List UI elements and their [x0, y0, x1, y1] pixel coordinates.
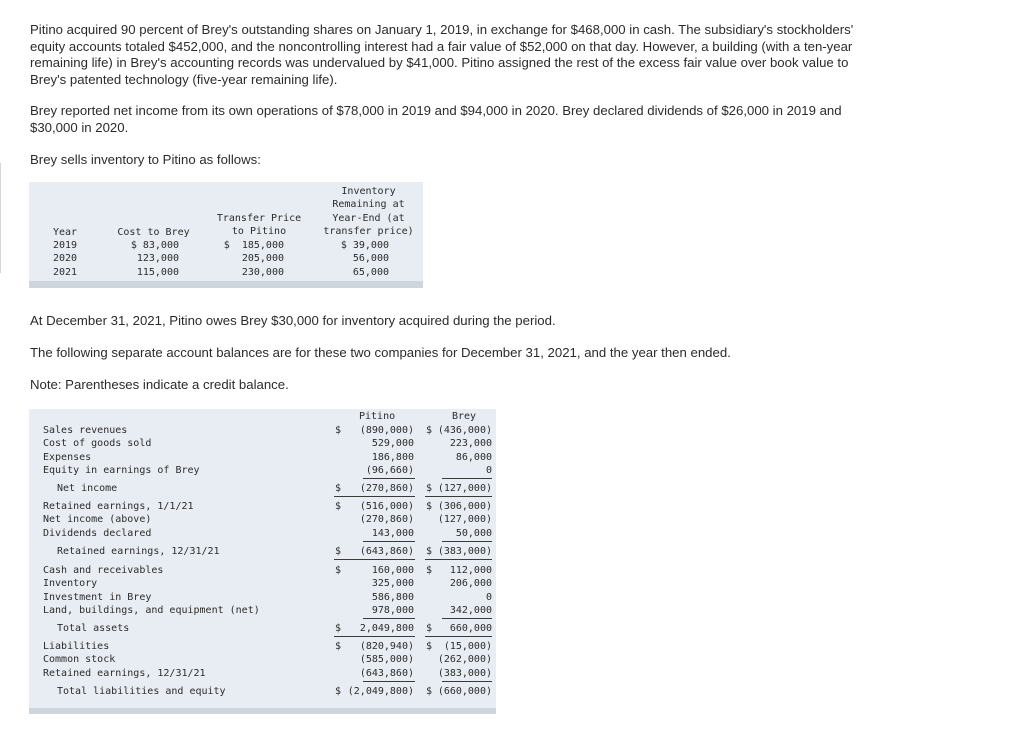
- pitino-value: (270,860): [359, 514, 414, 526]
- pitino-value: (96,660): [365, 465, 414, 477]
- brey-value: 0: [485, 591, 492, 603]
- pitino-value: (643,860): [359, 546, 414, 557]
- row-label: Expenses: [43, 451, 92, 463]
- brey-value: (127,000): [437, 483, 492, 494]
- brey-value: 206,000: [449, 578, 492, 590]
- pitino-value: (643,860): [359, 667, 414, 679]
- header-year: Year: [53, 227, 78, 238]
- brey-value: (383,000): [437, 546, 492, 557]
- header-inventory-remaining: Inventory Remaining at Year-End (at transfer price): [323, 186, 414, 238]
- header-pitino: Pitino: [359, 411, 396, 422]
- table-row: [29, 482, 496, 495]
- currency-sign: $: [426, 425, 433, 436]
- currency-sign: $: [335, 565, 342, 576]
- currency-sign: $: [426, 686, 433, 697]
- remaining-cell: 56,000: [352, 253, 389, 265]
- subtotal-rule: [442, 618, 492, 619]
- year-cell: 2019: [53, 240, 78, 251]
- brey-value: (15,000): [443, 641, 492, 652]
- table-row: [29, 239, 423, 252]
- currency-sign: $: [335, 501, 342, 512]
- currency-sign: $: [335, 483, 342, 494]
- row-label: Land, buildings, and equipment (net): [43, 605, 260, 617]
- currency-sign: $: [335, 686, 342, 697]
- table-row: [29, 685, 496, 698]
- inventory-intro: Brey sells inventory to Pitino as follows:: [30, 152, 261, 167]
- header-brey: Brey: [452, 411, 477, 422]
- brey-value: 112,000: [449, 565, 492, 576]
- cost-cell: $ 83,000: [130, 240, 179, 251]
- row-label: Cash and receivables: [43, 565, 164, 576]
- currency-sign: $: [335, 623, 342, 634]
- pitino-value: (270,860): [359, 483, 414, 494]
- cost-cell: 123,000: [136, 253, 179, 265]
- pitino-value: 978,000: [371, 605, 414, 617]
- row-label: Equity in earnings of Brey: [43, 465, 200, 477]
- brey-value: 342,000: [449, 605, 492, 617]
- row-label: Retained earnings, 12/31/21: [43, 667, 206, 679]
- pitino-value: 325,000: [371, 578, 414, 590]
- income-paragraph: Brey reported net income from its own operations of $78,000 in 2019 and $94,000 in 2020. Brey declared dividends of $26,000 in 2019 and $30,000 in 2020.: [30, 103, 842, 135]
- row-label: Inventory: [43, 578, 98, 590]
- transfer-cell: 205,000: [241, 253, 284, 265]
- currency-sign: $: [426, 546, 433, 557]
- currency-sign: $: [426, 623, 433, 634]
- brey-value: (262,000): [437, 654, 492, 666]
- left-edge-divider: [0, 163, 1, 273]
- currency-sign: $: [426, 483, 433, 494]
- row-label: Retained earnings, 12/31/21: [57, 546, 220, 557]
- year-cell: 2021: [53, 266, 78, 278]
- table-row: [29, 622, 496, 635]
- balances-intro: The following separate account balances are for these two companies for December 31, 2021, and the year then ended.: [30, 345, 731, 360]
- row-label: Investment in Brey: [43, 591, 152, 603]
- table-row: [29, 437, 496, 450]
- table-row: [29, 667, 496, 680]
- total-rule: [334, 636, 415, 637]
- table-footer-bar: [29, 281, 423, 288]
- row-label: Sales revenues: [43, 425, 128, 436]
- table-row: [29, 500, 496, 513]
- row-label: Liabilities: [43, 641, 110, 652]
- pitino-value: 586,800: [371, 591, 414, 603]
- row-label: Common stock: [43, 654, 116, 666]
- pitino-value: (820,940): [359, 641, 414, 652]
- currency-sign: $: [426, 565, 433, 576]
- pitino-value: 186,800: [371, 451, 414, 463]
- pitino-value: 160,000: [371, 565, 414, 576]
- subtotal-rule: [442, 478, 492, 479]
- row-label: Dividends declared: [43, 527, 152, 539]
- pitino-value: 143,000: [371, 527, 414, 539]
- row-label: Net income: [57, 483, 118, 494]
- table-row: [29, 527, 496, 540]
- balances-table: [29, 409, 496, 714]
- row-label: Retained earnings, 1/1/21: [43, 501, 194, 512]
- currency-sign: $: [426, 641, 433, 652]
- total-rule: [425, 559, 492, 560]
- currency-sign: $: [335, 425, 342, 436]
- subtotal-rule: [363, 681, 415, 682]
- row-label: Cost of goods sold: [43, 438, 152, 450]
- transfer-cell: $ 185,000: [223, 240, 284, 251]
- header-cost-to-brey: Cost to Brey: [117, 227, 190, 238]
- pitino-value: (2,049,800): [347, 686, 414, 697]
- brey-value: 0: [485, 465, 492, 477]
- table-row: [29, 513, 496, 526]
- table-row: [29, 604, 496, 617]
- year-cell: 2020: [53, 253, 78, 265]
- header-transfer-price: Transfer Price to Pitino: [216, 213, 302, 238]
- table-row: [29, 266, 423, 279]
- total-rule: [334, 496, 415, 497]
- pitino-value: 529,000: [371, 438, 414, 450]
- brey-value: 223,000: [449, 438, 492, 450]
- total-rule: [425, 636, 492, 637]
- pitino-value: 2,049,800: [359, 623, 414, 634]
- brey-value: (383,000): [437, 667, 492, 679]
- currency-sign: $: [426, 501, 433, 512]
- table-row: [29, 451, 496, 464]
- pitino-value: (890,000): [359, 425, 414, 436]
- brey-value: (660,000): [437, 686, 492, 697]
- table-footer-bar: [29, 708, 496, 714]
- subtotal-rule: [363, 541, 415, 542]
- table-row: [29, 591, 496, 604]
- currency-sign: $: [335, 641, 342, 652]
- brey-value: 86,000: [455, 451, 492, 463]
- total-rule: [425, 496, 492, 497]
- subtotal-rule: [442, 541, 492, 542]
- brey-value: (306,000): [437, 501, 492, 512]
- remaining-cell: 65,000: [352, 266, 389, 278]
- brey-value: 50,000: [455, 527, 492, 539]
- cost-cell: 115,000: [136, 266, 179, 278]
- subtotal-rule: [363, 478, 415, 479]
- table-row: [29, 564, 496, 577]
- table-row: [29, 252, 423, 265]
- row-label: Net income (above): [43, 514, 152, 526]
- payable-paragraph: At December 31, 2021, Pitino owes Brey $30,000 for inventory acquired during the period.: [30, 313, 556, 328]
- inventory-table: [29, 182, 423, 288]
- subtotal-rule: [442, 681, 492, 682]
- table-row: [29, 464, 496, 477]
- brey-value: 660,000: [449, 623, 492, 634]
- row-label: Total assets: [57, 623, 130, 634]
- intro-paragraph: Pitino acquired 90 percent of Brey's outstanding shares on January 1, 2019, in exchange for $468,000 in cash. The subsidiary's stockholders' equity accounts totaled $452,000, and the noncontrolling interest had a fair value of $52,000 on that day. However, a building (with a ten-year remaining life) in Brey's accounting records was undervalued by $41,000. Pitino assigned the rest of the excess fair value over book value to Brey's patented technology (five-year remaining life).: [30, 22, 854, 87]
- pitino-value: (516,000): [359, 501, 414, 512]
- table-row: [29, 577, 496, 590]
- table-row: [29, 424, 496, 437]
- table-row: [29, 545, 496, 558]
- subtotal-rule: [363, 618, 415, 619]
- remaining-cell: $ 39,000: [340, 240, 389, 251]
- brey-value: (127,000): [437, 514, 492, 526]
- row-label: Total liabilities and equity: [57, 686, 226, 697]
- note-paragraph: Note: Parentheses indicate a credit balance.: [30, 377, 289, 392]
- pitino-value: (585,000): [359, 654, 414, 666]
- brey-value: (436,000): [437, 425, 492, 436]
- table-row: [29, 640, 496, 653]
- currency-sign: $: [335, 546, 342, 557]
- total-rule: [334, 559, 415, 560]
- transfer-cell: 230,000: [241, 266, 284, 278]
- table-row: [29, 653, 496, 666]
